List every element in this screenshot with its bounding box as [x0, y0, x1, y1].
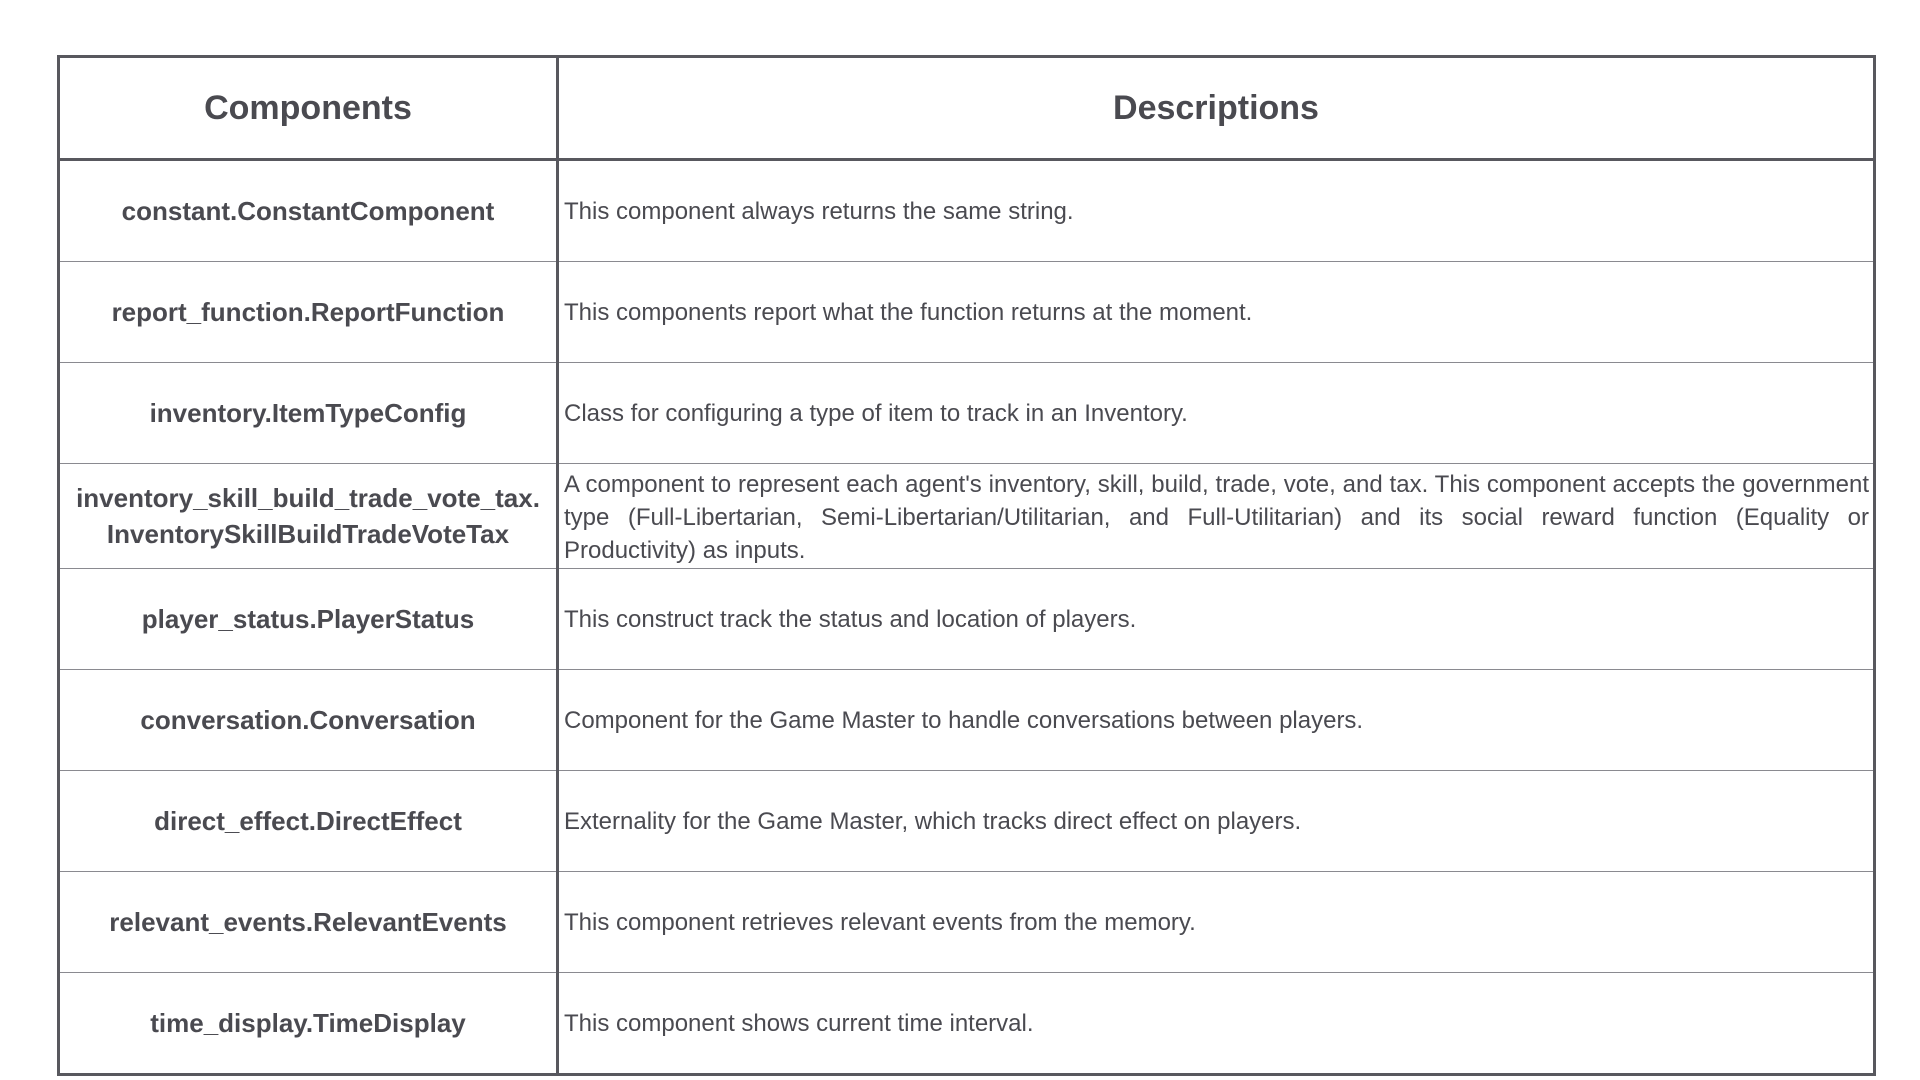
component-name-line1: inventory_skill_build_trade_vote_tax. [76, 483, 540, 513]
header-descriptions: Descriptions [558, 57, 1875, 160]
table-row [59, 160, 1875, 262]
component-description: This component always returns the same string. [558, 160, 1875, 262]
component-description: Class for configuring a type of item to track in an Inventory. [558, 363, 1875, 464]
header-row [59, 57, 1875, 160]
component-name: inventory.ItemTypeConfig [59, 363, 558, 464]
component-name: direct_effect.DirectEffect [59, 771, 558, 872]
component-name: constant.ConstantComponent [59, 160, 558, 262]
table-row [59, 670, 1875, 771]
component-description: A component to represent each agent's inventory, skill, build, trade, vote, and tax. This component accepts the government type (Full-Libertarian, Semi-Libertarian/Utilitarian, and Full-Utilitarian) and its social reward function (Equality or Productivity) as inputs. [558, 464, 1875, 569]
component-description: This component retrieves relevant events from the memory. [558, 872, 1875, 973]
component-description: This components report what the function returns at the moment. [558, 262, 1875, 363]
header-components: Components [59, 57, 558, 160]
component-description: Externality for the Game Master, which tracks direct effect on players. [558, 771, 1875, 872]
component-name: relevant_events.RelevantEvents [59, 872, 558, 973]
table-row [59, 771, 1875, 872]
component-name: time_display.TimeDisplay [59, 973, 558, 1075]
component-name: player_status.PlayerStatus [59, 569, 558, 670]
component-name: report_function.ReportFunction [59, 262, 558, 363]
table-row [59, 872, 1875, 973]
table-row [59, 569, 1875, 670]
component-name-line2: InventorySkillBuildTradeVoteTax [106, 519, 510, 549]
table-row [59, 464, 1875, 569]
table-row [59, 973, 1875, 1075]
component-description: This construct track the status and location of players. [558, 569, 1875, 670]
component-name: conversation.Conversation [59, 670, 558, 771]
component-name [59, 464, 558, 569]
components-table [57, 55, 1876, 1076]
component-description: This component shows current time interval. [558, 973, 1875, 1075]
table-row [59, 262, 1875, 363]
table-row [59, 363, 1875, 464]
component-description: Component for the Game Master to handle conversations between players. [558, 670, 1875, 771]
